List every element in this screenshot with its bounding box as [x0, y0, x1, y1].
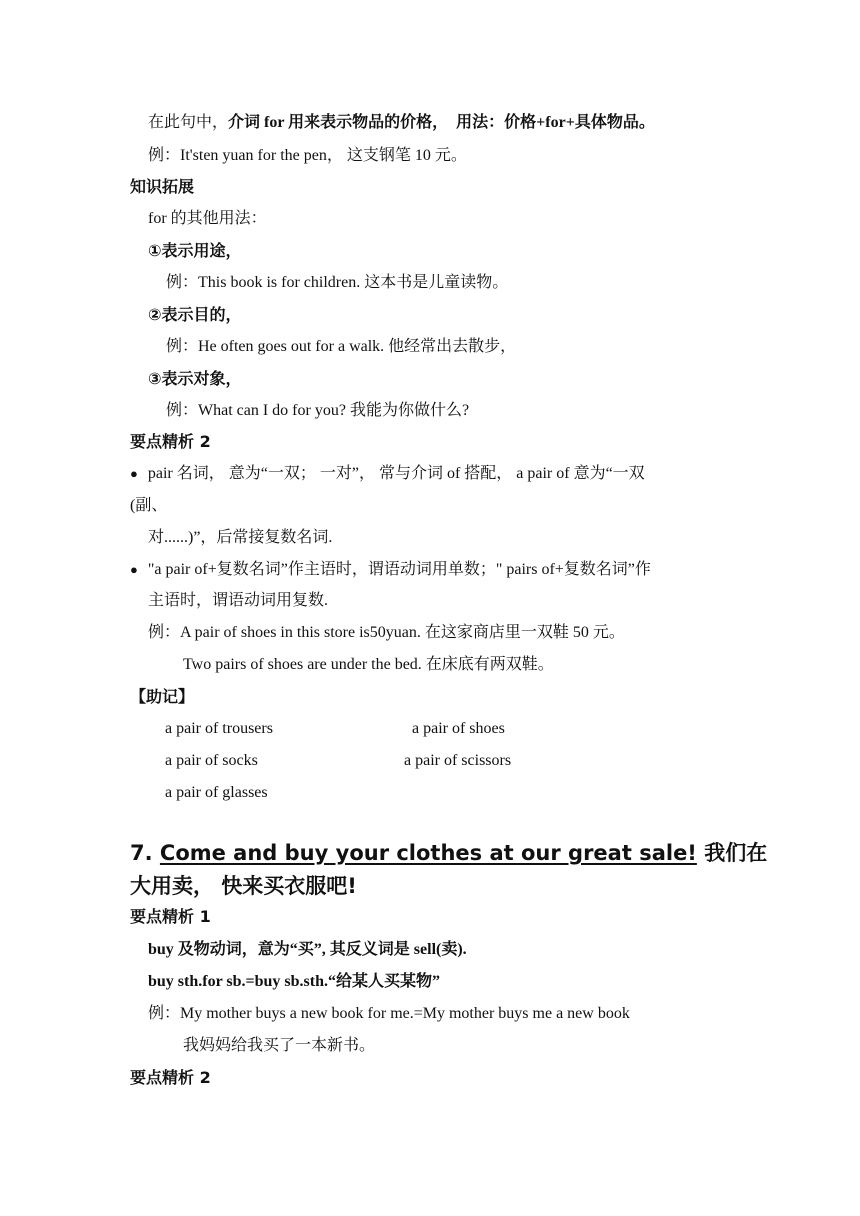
example-shoes-store: 例：A pair of shoes in this store is50yuan. 在这家商店里一双鞋 50 元。: [148, 624, 625, 641]
memo-shoes: a pair of shoes: [412, 720, 505, 737]
example-buy-book-cn: 我妈妈给我买了一本新书。: [183, 1037, 376, 1054]
text-pair-plural: 对......)”，后常接复数名词.: [148, 529, 333, 546]
text-pair-noun-cont: (副、: [130, 497, 168, 514]
memo-trousers: a pair of trousers: [165, 720, 273, 737]
bullet-pair-subject: [130, 559, 651, 581]
text-usage: 用法：价格+for+具体物品。: [456, 114, 655, 131]
use-purpose-heading: ①表示用途，: [148, 241, 242, 260]
example-pen: 例：It'sten yuan for the pen， 这支钢笔 10 元。: [148, 147, 467, 164]
section-7-title: [130, 838, 767, 868]
title-chinese-2: 大用卖， 快来买衣服吧!: [130, 874, 357, 898]
heading-key-point-2b: 要点精析 2: [130, 1068, 211, 1087]
text-pair-subject: "a pair of+复数名词”作主语时，谓语动词用单数；" pairs of+复数名词”作: [147, 561, 651, 578]
memo-scissors: a pair of scissors: [404, 752, 512, 769]
text-buy-verb: buy 及物动词，意为“买”, 其反义词是 sell(卖).: [148, 941, 467, 958]
bullet-pair-noun: [130, 463, 645, 485]
heading-key-point-2: 要点精析 2: [130, 432, 211, 451]
bullet-icon: ●: [130, 466, 138, 481]
memo-glasses: a pair of glasses: [165, 784, 268, 801]
text-pair-noun: pair 名词， 意为“一双； 一对”， 常与介词 of 搭配， a pair of 意为“一双: [147, 465, 645, 482]
example-for-you: 例：What can I do for you? 我能为你做什么?: [166, 402, 470, 419]
section-number: 7.: [130, 841, 160, 865]
example-buy-book: 例：My mother buys a new book for me.=My mother buys me a new book: [148, 1005, 630, 1022]
use-goal-heading: ②表示目的，: [148, 305, 242, 324]
bullet-icon: ●: [130, 562, 138, 577]
title-chinese-1: 我们在: [696, 841, 768, 865]
text-preposition-for: 介词 for 用来表示物品的价格，: [228, 114, 449, 131]
line-preposition-price: [148, 112, 655, 134]
heading-memo: 【助记】: [130, 687, 195, 706]
text-other-uses: for 的其他用法：: [148, 210, 267, 227]
heading-key-point-1: 要点精析 1: [130, 907, 211, 926]
example-walk: 例：He often goes out for a walk. 他经常出去散步，: [166, 338, 517, 355]
heading-knowledge-extension: 知识拓展: [130, 177, 195, 196]
use-object-heading: ③表示对象，: [148, 369, 242, 388]
title-english: Come and buy your clothes at our great sale!: [159, 841, 697, 865]
text-intro: 在此句中，: [148, 114, 229, 131]
example-children-book: 例：This book is for children. 这本书是儿童读物。: [166, 274, 509, 291]
text-pair-subject-cont: 主语时，谓语动词用复数.: [148, 592, 329, 609]
text-buy-pattern: buy sth.for sb.=buy sb.sth.“给某人买某物”: [148, 973, 441, 990]
example-shoes-bed: Two pairs of shoes are under the bed. 在床底有两双鞋。: [183, 656, 554, 673]
memo-socks: a pair of socks: [165, 752, 258, 769]
